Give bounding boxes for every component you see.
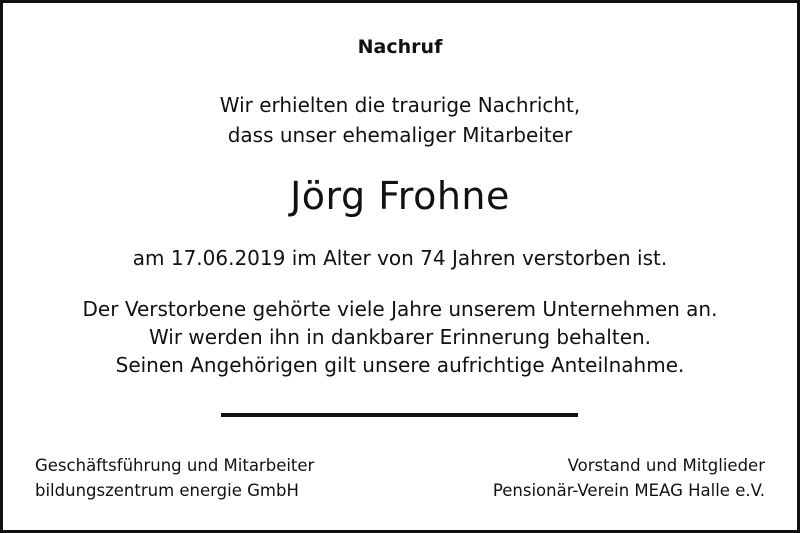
signature-left xyxy=(35,453,314,503)
signature-right-line-1: Vorstand und Mitglieder xyxy=(567,456,765,475)
death-date-line: am 17.06.2019 im Alter von 74 Jahren verstorben ist. xyxy=(132,246,668,270)
signature-left-line-2: bildungszentrum energie GmbH xyxy=(35,481,299,500)
intro-text xyxy=(0,90,800,150)
intro-line-1: Wir erhielten die traurige Nachricht, xyxy=(219,93,581,117)
condolence-line-2: Wir werden ihn in dankbarer Erinnerung behalten. xyxy=(148,325,652,349)
condolence-line-3: Seinen Angehörigen gilt unsere aufrichtige Anteilnahme. xyxy=(115,353,685,377)
intro-line-2: dass unser ehemaliger Mitarbeiter xyxy=(227,123,573,147)
condolence-text xyxy=(0,295,800,379)
notice-heading: Nachruf xyxy=(357,36,443,58)
signature-left-line-1: Geschäftsführung und Mitarbeiter xyxy=(35,456,315,475)
signature-right xyxy=(493,453,765,503)
deceased-name: Jörg Frohne xyxy=(290,174,510,218)
condolence-line-1: Der Verstorbene gehörte viele Jahre unserem Unternehmen an. xyxy=(82,297,718,321)
divider-line xyxy=(221,413,578,417)
signature-right-line-2: Pensionär-Verein MEAG Halle e.V. xyxy=(492,481,765,500)
